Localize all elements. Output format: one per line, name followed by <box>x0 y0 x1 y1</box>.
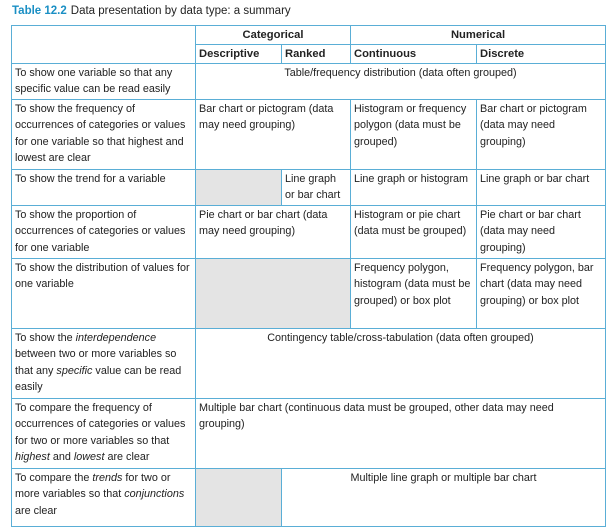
header-continuous: Continuous <box>351 44 477 63</box>
discrete-cell: Pie chart or bar chart (data may need grouping) <box>477 205 606 258</box>
purpose-cell: To show the frequency of occurrences of categories or values for one variable so that highest and lowest are clear <box>12 99 196 169</box>
purpose-cell: To show one variable so that any specific value can be read easily <box>12 63 196 99</box>
merged-chart-cell: Contingency table/cross-tabulation (data often grouped) <box>196 328 606 398</box>
descriptive-shaded-cell <box>196 169 282 205</box>
table-title: Data presentation by data type: a summary <box>70 5 291 17</box>
continuous-cell: Line graph or histogram <box>351 169 477 205</box>
purpose-cell: To compare the frequency of occurrences of categories or values for two or more variables so that highest and lowest are clear <box>12 398 196 468</box>
header-corner-cell <box>12 26 196 64</box>
ranked-cell: Line graph or bar chart <box>282 169 351 205</box>
discrete-cell: Frequency polygon, bar chart (data may need grouping) or box plot <box>477 258 606 328</box>
table-row <box>12 63 606 99</box>
continuous-cell: Frequency polygon, histogram (data must be grouped) or box plot <box>351 258 477 328</box>
purpose-cell: To compare the trends for two or more variables so that conjunctions are clear <box>12 468 196 526</box>
data-presentation-table <box>11 25 606 527</box>
header-numerical: Numerical <box>351 26 606 45</box>
table-row <box>12 328 606 398</box>
merged-chart-cell: Table/frequency distribution (data often grouped) <box>196 63 606 99</box>
continuous-cell: Histogram or frequency polygon (data must be grouped) <box>351 99 477 169</box>
table-number: Table 12.2 <box>12 5 67 17</box>
header-categorical: Categorical <box>196 26 351 45</box>
categorical-cell: Bar chart or pictogram (data may need grouping) <box>196 99 351 169</box>
descriptive-shaded-cell <box>196 468 282 526</box>
header-descriptive: Descriptive <box>196 44 282 63</box>
table-row <box>12 398 606 468</box>
continuous-cell: Histogram or pie chart (data must be grouped) <box>351 205 477 258</box>
purpose-cell: To show the interdependence between two or more variables so that any specific value can be read easily <box>12 328 196 398</box>
header-row-groups <box>12 26 606 45</box>
header-discrete: Discrete <box>477 44 606 63</box>
merged-chart-cell: Multiple line graph or multiple bar chart <box>282 468 606 526</box>
table-row <box>12 258 606 328</box>
table-row <box>12 468 606 526</box>
table-row <box>12 205 606 258</box>
categorical-cell: Pie chart or bar chart (data may need grouping) <box>196 205 351 258</box>
table-caption <box>12 5 291 17</box>
purpose-cell: To show the distribution of values for one variable <box>12 258 196 328</box>
purpose-cell: To show the proportion of occurrences of categories or values for one variable <box>12 205 196 258</box>
discrete-cell: Bar chart or pictogram (data may need grouping) <box>477 99 606 169</box>
discrete-cell: Line graph or bar chart <box>477 169 606 205</box>
categorical-shaded-cell <box>196 258 351 328</box>
table-row <box>12 99 606 169</box>
merged-chart-cell: Multiple bar chart (continuous data must be grouped, other data may need grouping) <box>196 398 606 468</box>
purpose-cell: To show the trend for a variable <box>12 169 196 205</box>
header-ranked: Ranked <box>282 44 351 63</box>
table-row <box>12 169 606 205</box>
